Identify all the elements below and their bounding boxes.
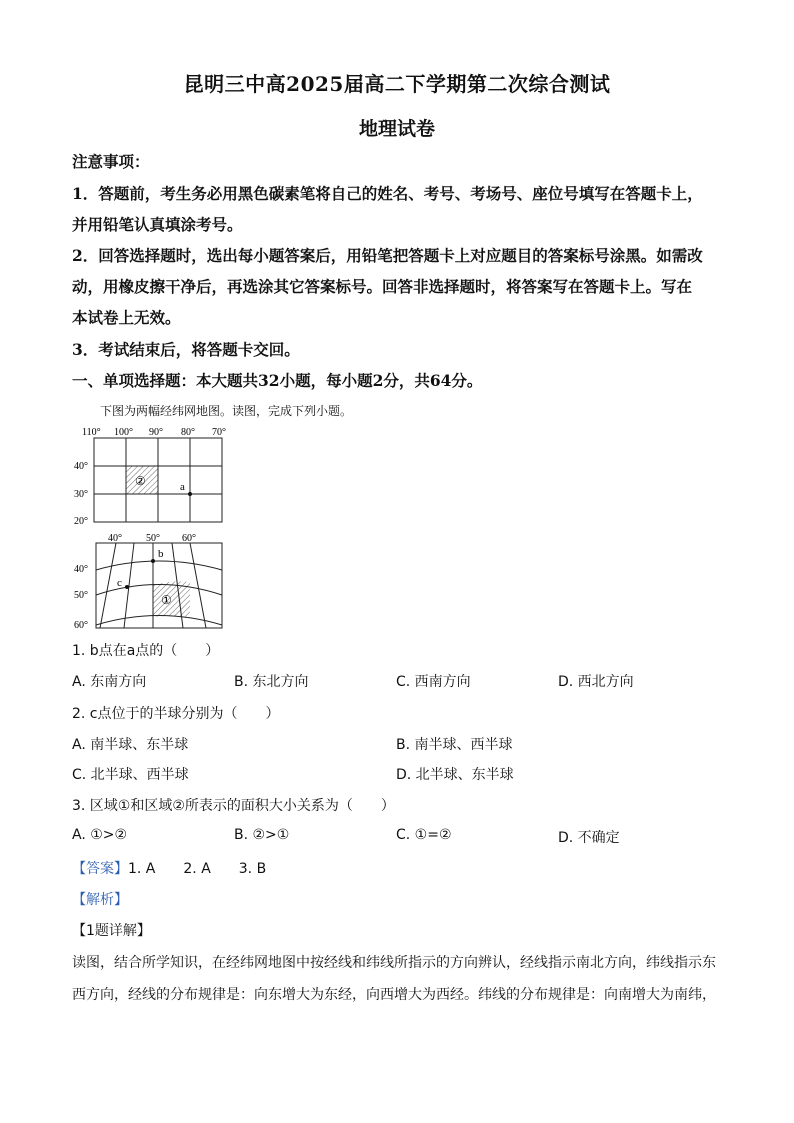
top-lat-label-20: 20°	[74, 516, 88, 527]
point-c-marker	[125, 585, 129, 589]
q2-option-c[interactable]: C. 北半球、西半球	[72, 767, 189, 783]
note-item-2-line-2: 动，用橡皮擦干净后，再选涂其它答案标号。回答非选择题时，将答案写在答题卡上。写在	[72, 277, 693, 296]
q2-option-a[interactable]: A. 南半球、东半球	[72, 737, 189, 753]
bottom-graticule-map	[74, 533, 222, 631]
top-lon-label-110: 110°	[82, 427, 101, 438]
q1-option-b[interactable]: B. 东北方向	[234, 674, 309, 690]
top-lon-label-90: 90°	[149, 427, 163, 438]
bottom-lat-label-60: 60°	[74, 620, 88, 631]
top-lon-label-70: 70°	[212, 427, 226, 438]
note-item-2-line-3: 本试卷上无效。	[72, 308, 181, 327]
top-graticule-map	[74, 427, 226, 527]
q3-option-c[interactable]: C. ①=②	[396, 827, 452, 843]
question-3-stem: 3. 区域①和区域②所表示的面积大小关系为（ ）	[72, 798, 395, 814]
figure-intro: 下图为两幅经纬网地图。读图，完成下列小题。	[100, 404, 353, 418]
question-1-stem: 1. b点在a点的（ ）	[72, 643, 220, 659]
bottom-lon-label-60: 60°	[182, 533, 196, 544]
q1-option-c[interactable]: C. 西南方向	[396, 674, 471, 690]
exam-title: 昆明三中高2025届高二下学期第二次综合测试	[183, 72, 611, 96]
note-item-2-line-1: 2．回答选择题时，选出每小题答案后，用铅笔把答题卡上对应题目的答案标号涂黑。如需改	[72, 246, 703, 265]
region-2-label: ②	[135, 474, 146, 488]
question-2-stem: 2. c点位于的半球分别为（ ）	[72, 706, 280, 722]
bottom-lat-label-40: 40°	[74, 564, 88, 575]
q3-option-d[interactable]: D. 不确定	[558, 830, 620, 846]
bottom-lon-label-50: 50°	[146, 533, 160, 544]
top-lat-label-40: 40°	[74, 461, 88, 472]
bottom-lat-label-50: 50°	[74, 590, 88, 601]
q3-option-a[interactable]: A. ①>②	[72, 827, 128, 843]
note-item-1-line-2: 并用铅笔认真填涂考号。	[72, 215, 243, 234]
note-item-1-line-1: 1．答题前，考生务必用黑色碳素笔将自己的姓名、考号、考场号、座位号填写在答题卡上，	[72, 184, 703, 203]
q2-option-d[interactable]: D. 北半球、东半球	[396, 767, 514, 783]
top-lon-label-100: 100°	[114, 427, 133, 438]
point-c-label: c	[117, 577, 122, 589]
notes-heading: 注意事项：	[72, 152, 150, 171]
top-lon-label-80: 80°	[181, 427, 195, 438]
q3-option-b[interactable]: B. ②>①	[234, 827, 290, 843]
exam-subject-title: 地理试卷	[358, 118, 435, 140]
q2-option-b[interactable]: B. 南半球、西半球	[396, 737, 513, 753]
section-heading: 一、单项选择题：本大题共32小题，每小题2分，共64分。	[72, 371, 483, 390]
graticule-maps-figure	[72, 424, 252, 634]
point-b-marker	[151, 559, 155, 563]
detail-line-2: 西方向，经线的分布规律是：向东增大为东经，向西增大为西经。纬线的分布规律是：向南增大为南纬，	[72, 987, 716, 1003]
point-a-label: a	[180, 481, 185, 493]
q1-option-a[interactable]: A. 东南方向	[72, 674, 147, 690]
point-a-marker	[188, 492, 192, 496]
bottom-lon-label-40: 40°	[108, 533, 122, 544]
point-b-label: b	[158, 548, 164, 560]
detail-tag: 【1题详解】	[72, 923, 151, 939]
detail-line-1: 读图，结合所学知识，在经纬网地图中按经线和纬线所指示的方向辨认，经线指示南北方向，纬线指示东	[72, 955, 716, 971]
note-item-3: 3．考试结束后，将答题卡交回。	[72, 340, 300, 359]
answer-line	[72, 858, 266, 878]
region-1-label: ①	[161, 593, 172, 607]
analysis-tag: 【解析】	[72, 892, 128, 908]
answer-text: 1. A 2. A 3. B	[128, 861, 267, 877]
top-lat-label-30: 30°	[74, 489, 88, 500]
answer-tag: 【答案】	[72, 861, 128, 877]
q1-option-d[interactable]: D. 西北方向	[558, 674, 634, 690]
